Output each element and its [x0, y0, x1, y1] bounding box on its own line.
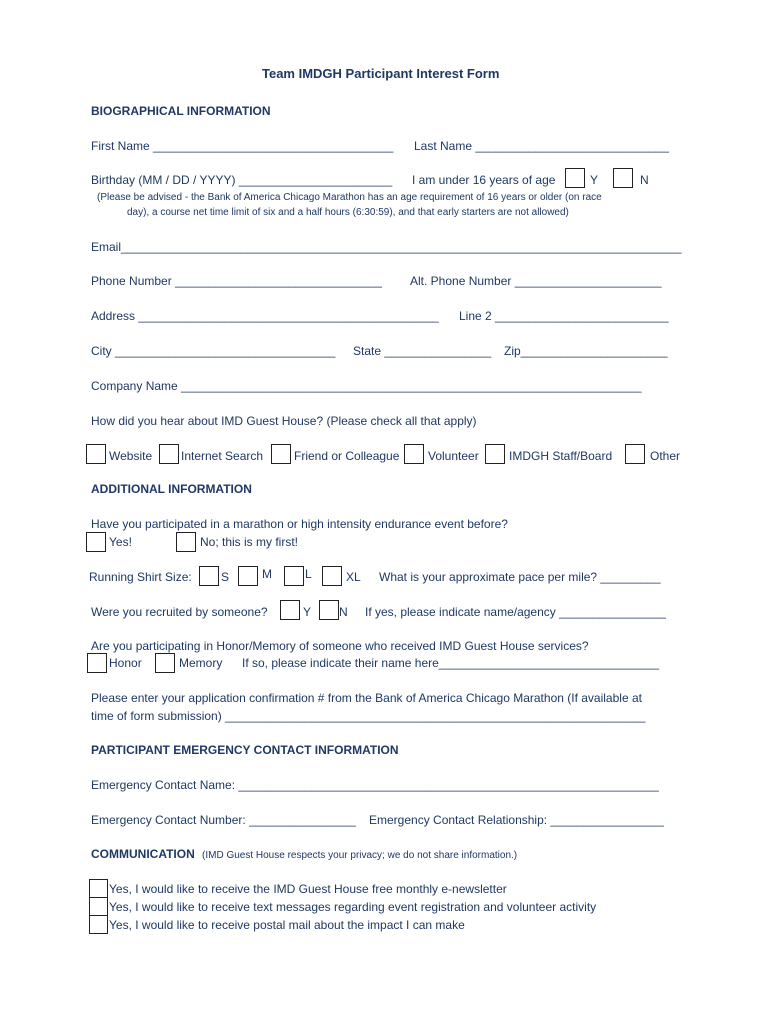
- hear-about-question: How did you hear about IMD Guest House? (Please check all that apply): [91, 414, 477, 428]
- under-16-label: I am under 16 years of age: [412, 173, 556, 187]
- confirmation-number-field[interactable]: time of form submission) _______________________________________________________________: [91, 709, 646, 723]
- form-title: Team IMDGH Participant Interest Form: [262, 66, 500, 81]
- newsletter-label: Yes, I would like to receive the IMD Guest House free monthly e-newsletter: [109, 882, 507, 896]
- marathon-no-label: No; this is my first!: [200, 535, 299, 549]
- alt-phone-field[interactable]: Alt. Phone Number ______________________: [410, 274, 662, 288]
- shirt-l-checkbox[interactable]: [284, 566, 304, 586]
- recruited-yes-label: Y: [303, 605, 312, 619]
- age-notice-line2: day), a course net time limit of six and a half hours (6:30:59), and that early starters are not allowed): [127, 207, 569, 218]
- emergency-name-field[interactable]: Emergency Contact Name: _______________________________________________________________: [91, 778, 659, 792]
- honor-checkbox[interactable]: [87, 653, 107, 673]
- shirt-m-checkbox[interactable]: [238, 566, 258, 586]
- section-heading-emergency: PARTICIPANT EMERGENCY CONTACT INFORMATION: [91, 743, 399, 757]
- hear-staff-board-label: IMDGH Staff/Board: [509, 449, 613, 463]
- memory-label: Memory: [179, 656, 223, 670]
- hear-other-checkbox[interactable]: [625, 444, 645, 464]
- marathon-yes-checkbox[interactable]: [86, 532, 106, 552]
- first-name-field[interactable]: First Name ____________________________________: [91, 139, 394, 153]
- recruited-no-label: N: [339, 605, 348, 619]
- hear-internet-search-checkbox[interactable]: [159, 444, 179, 464]
- newsletter-checkbox[interactable]: [89, 879, 108, 898]
- section-heading-biographical: BIOGRAPHICAL INFORMATION: [91, 104, 271, 118]
- emergency-relationship-field[interactable]: Emergency Contact Relationship: _________________: [369, 813, 664, 827]
- under-16-yes-label: Y: [590, 173, 599, 187]
- address-line2-field[interactable]: Line 2 __________________________: [459, 309, 669, 323]
- shirt-s-checkbox[interactable]: [199, 566, 219, 586]
- text-messages-checkbox[interactable]: [89, 897, 108, 916]
- honoree-name-field[interactable]: If so, please indicate their name here_________________________________: [242, 656, 660, 670]
- birthday-field[interactable]: Birthday (MM / DD / YYYY) _______________________: [91, 173, 393, 187]
- under-16-yes-checkbox[interactable]: [565, 168, 585, 188]
- city-field[interactable]: City _________________________________: [91, 344, 336, 358]
- shirt-s-label: S: [221, 570, 230, 584]
- hear-friend-label: Friend or Colleague: [294, 449, 400, 463]
- recruited-yes-checkbox[interactable]: [280, 600, 300, 620]
- privacy-note: (IMD Guest House respects your privacy; we do not share information.): [202, 850, 518, 861]
- honor-label: Honor: [109, 656, 142, 670]
- pace-field[interactable]: What is your approximate pace per mile? _________: [379, 570, 661, 584]
- address-field[interactable]: Address _____________________________________________: [91, 309, 439, 323]
- section-heading-additional: ADDITIONAL INFORMATION: [91, 482, 252, 496]
- shirt-l-label: L: [305, 567, 312, 581]
- confirmation-prompt-line1: Please enter your application confirmation # from the Bank of America Chicago Marathon (If available at: [91, 691, 642, 705]
- hear-website-checkbox[interactable]: [86, 444, 106, 464]
- postal-mail-label: Yes, I would like to receive postal mail about the impact I can make: [109, 918, 465, 932]
- recruited-no-checkbox[interactable]: [319, 600, 339, 620]
- company-field[interactable]: Company Name _____________________________________________________________________: [91, 379, 642, 393]
- recruited-agency-field[interactable]: If yes, please indicate name/agency ________________: [365, 605, 666, 619]
- marathon-no-checkbox[interactable]: [176, 532, 196, 552]
- hear-other-label: Other: [650, 449, 681, 463]
- marathon-question: Have you participated in a marathon or high intensity endurance event before?: [91, 517, 508, 531]
- hear-volunteer-checkbox[interactable]: [404, 444, 424, 464]
- state-field[interactable]: State ________________: [353, 344, 492, 358]
- recruited-question: Were you recruited by someone?: [91, 605, 268, 619]
- under-16-no-checkbox[interactable]: [613, 168, 633, 188]
- zip-field[interactable]: Zip______________________: [504, 344, 668, 358]
- shirt-xl-label: XL: [346, 570, 361, 584]
- hear-friend-checkbox[interactable]: [271, 444, 291, 464]
- phone-field[interactable]: Phone Number _______________________________: [91, 274, 382, 288]
- emergency-number-field[interactable]: Emergency Contact Number: ________________: [91, 813, 356, 827]
- hear-website-label: Website: [109, 449, 153, 463]
- marathon-yes-label: Yes!: [109, 535, 132, 549]
- memory-checkbox[interactable]: [155, 653, 175, 673]
- shirt-size-label: Running Shirt Size:: [89, 570, 192, 584]
- hear-volunteer-label: Volunteer: [428, 449, 479, 463]
- hear-staff-board-checkbox[interactable]: [485, 444, 505, 464]
- email-field[interactable]: Email____________________________________________________________________________________: [91, 240, 682, 254]
- honor-memory-question: Are you participating in Honor/Memory of someone who received IMD Guest House services?: [91, 639, 589, 653]
- shirt-m-label: M: [262, 567, 272, 581]
- hear-internet-search-label: Internet Search: [181, 449, 264, 463]
- shirt-xl-checkbox[interactable]: [322, 566, 342, 586]
- text-messages-label: Yes, I would like to receive text messages regarding event registration and volunteer activity: [109, 900, 597, 914]
- age-notice-line1: (Please be advised - the Bank of America Chicago Marathon has an age requirement of 16 years or older (on race: [97, 192, 602, 203]
- under-16-no-label: N: [640, 173, 649, 187]
- section-heading-communication: COMMUNICATION: [91, 847, 195, 861]
- postal-mail-checkbox[interactable]: [89, 915, 108, 934]
- last-name-field[interactable]: Last Name _____________________________: [414, 139, 669, 153]
